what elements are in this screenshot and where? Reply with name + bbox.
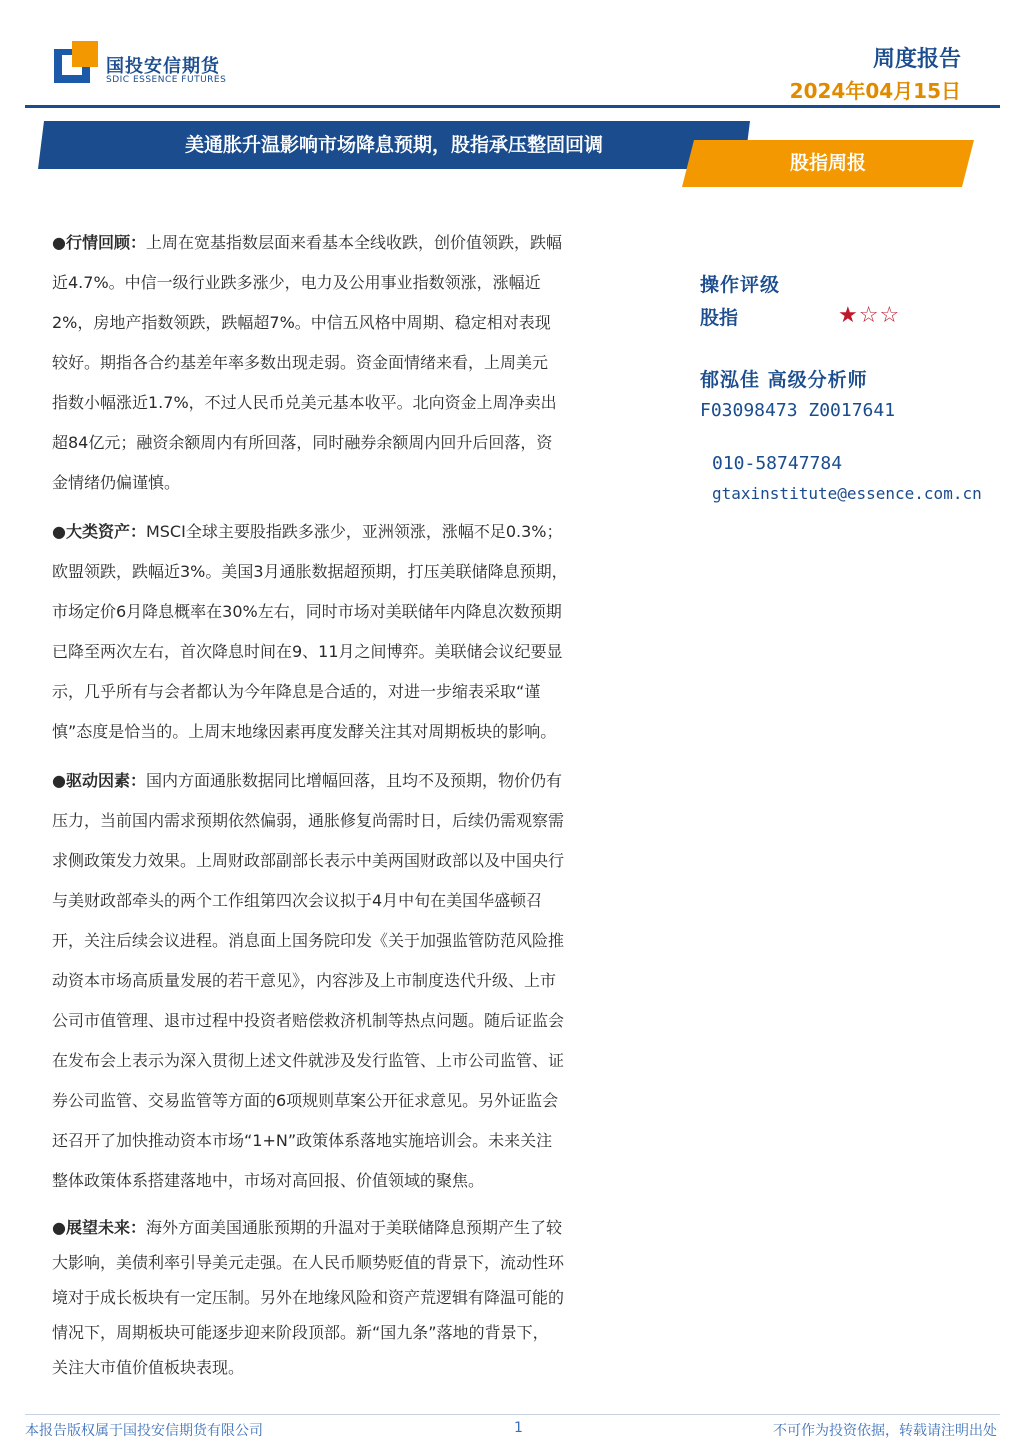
company-name-cn: 国投安信期货 — [106, 56, 220, 77]
sidebar — [700, 270, 1025, 503]
report-type: 周度报告 — [872, 47, 961, 72]
body-line: 2%，房地产指数领跌，跌幅超7%。中信五风格中周期、稳定相对表现 — [52, 313, 551, 332]
footer-divider — [25, 1414, 1000, 1415]
body-line: 已降至两次左右，首次降息时间在9、11月之间博弈。美联储会议纪要显 — [52, 642, 563, 661]
body-line: 压力，当前国内需求预期依然偏弱，通胀修复尚需时日，后续仍需观察需 — [52, 811, 565, 830]
section-major-assets — [52, 512, 620, 752]
company-logo — [54, 41, 98, 85]
section-label: ●大类资产： — [52, 522, 146, 541]
report-body — [52, 223, 620, 1385]
logo-orange-square — [72, 41, 98, 67]
section-label: ●展望未来： — [52, 1218, 146, 1237]
section-market-review — [52, 223, 620, 503]
body-line: 超84亿元；融资余额周内有所回落，同时融券余额周内回升后回落，资 — [52, 433, 553, 452]
body-line: 海外方面美国通胀预期的升温对于美联储降息预期产生了较 — [145, 1218, 562, 1237]
body-line: 欧盟领跌，跌幅近3%。美国3月通胀数据超预期，打压美联储降息预期， — [52, 562, 568, 581]
header-divider — [25, 105, 1000, 108]
report-date: 2024年04月15日 — [789, 79, 961, 103]
page-number: 1 — [514, 1420, 523, 1436]
body-line: MSCI全球主要股指跌多涨少，亚洲领涨，涨幅不足0.3%； — [145, 522, 563, 541]
body-line: 开，关注后续会议进程。消息面上国务院印发《关于加强监管防范风险推 — [52, 931, 565, 950]
body-line: 求侧政策发力效果。上周财政部副部长表示中美两国财政部以及中国央行 — [52, 851, 565, 870]
body-line: 在发布会上表示为深入贯彻上述文件就涉及发行监管、上市公司监管、证 — [52, 1051, 565, 1070]
body-line: 市场定价6月降息概率在30%左右，同时市场对美联储年内降息次数预期 — [52, 602, 562, 621]
report-category: 股指周报 — [789, 152, 866, 174]
rating-heading: 操作评级 — [700, 274, 781, 296]
body-line: 示，几乎所有与会者都认为今年降息是合适的，对进一步缩表采取“谨 — [52, 682, 541, 701]
rating-stars-icon: ★☆☆ — [838, 303, 901, 328]
section-drivers — [52, 761, 620, 1201]
body-line: 还召开了加快推动资本市场“1+N”政策体系落地实施培训会。未来关注 — [52, 1131, 553, 1150]
body-line: 大影响，美债利率引导美元走强。在人民币顺势贬值的背景下，流动性环 — [52, 1253, 565, 1272]
rating-row — [700, 303, 1025, 337]
body-line: 公司市值管理、退市过程中投资者赔偿救济机制等热点问题。随后证监会 — [52, 1011, 565, 1030]
body-line: 整体政策体系搭建落地中，市场对高回报、价值领域的聚焦。 — [52, 1171, 485, 1190]
analyst-name: 郁泓佳 高级分析师 — [700, 369, 868, 391]
report-title: 美通胀升温影响市场降息预期，股指承压整固回调 — [184, 134, 603, 156]
body-line: 动资本市场高质量发展的若干意见》，内容涉及上市制度迭代升级、上市 — [52, 971, 557, 990]
body-line: 较好。期指各合约基差年率多数出现走弱。资金面情绪来看，上周美元 — [52, 353, 549, 372]
analyst-certificates: F03098473 Z0017641 — [700, 400, 896, 421]
footer-copyright: 本报告版权属于国投安信期货有限公司 — [25, 1423, 263, 1439]
body-line: 指数小幅涨近1.7%，不过人民币兑美元基本收平。北向资金上周净卖出 — [52, 393, 557, 412]
body-line: 与美财政部牵头的两个工作组第四次会议拟于4月中旬在美国华盛顿召 — [52, 891, 543, 910]
body-line: 慎”态度是恰当的。上周末地缘因素再度发酵关注其对周期板块的影响。 — [52, 722, 557, 741]
body-line: 关注大市值价值板块表现。 — [52, 1358, 245, 1377]
body-line: 上周在宽基指数层面来看基本全线收跌，创价值领跌，跌幅 — [145, 233, 562, 252]
analyst-phone: 010-58747784 — [712, 453, 843, 474]
body-line: 金情绪仍偏谨慎。 — [52, 473, 181, 492]
body-line: 近4.7%。中信一级行业跌多涨少，电力及公用事业指数领涨，涨幅近 — [52, 273, 541, 292]
section-label: ●行情回顾： — [52, 233, 146, 252]
section-label: ●驱动因素： — [52, 771, 146, 790]
body-line: 券公司监管、交易监管等方面的6项规则草案公开征求意见。另外证监会 — [52, 1091, 559, 1110]
body-line: 国内方面通胀数据同比增幅回落，且均不及预期，物价仍有 — [145, 771, 562, 790]
rating-item: 股指 — [700, 307, 739, 329]
footer-disclaimer: 不可作为投资依据，转载请注明出处 — [773, 1423, 997, 1439]
body-line: 情况下，周期板块可能逐步迎来阶段顶部。新“国九条”落地的背景下， — [52, 1323, 549, 1342]
section-outlook — [52, 1210, 620, 1385]
analyst-email: gtaxinstitute@essence.com.cn — [712, 484, 982, 503]
company-name-en: SDIC ESSENCE FUTURES — [106, 75, 227, 85]
body-line: 境对于成长板块有一定压制。另外在地缘风险和资产荒逻辑有降温可能的 — [52, 1288, 565, 1307]
